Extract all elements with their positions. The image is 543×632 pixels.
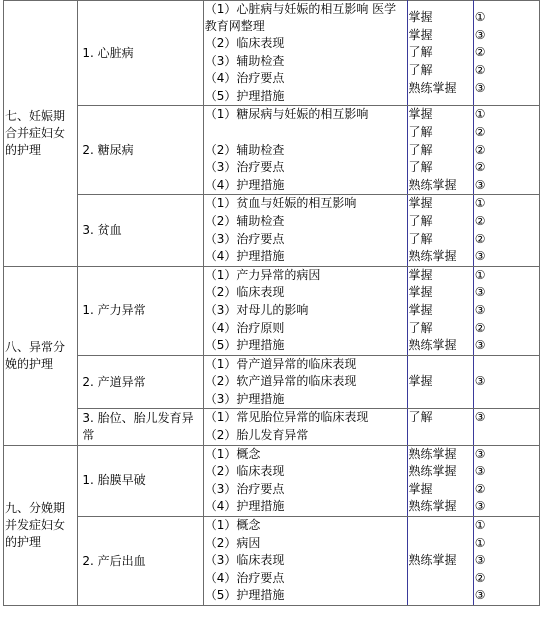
syllabus-row [4,1,540,106]
level-item: ② [474,231,486,246]
level-item: ② [474,320,486,335]
topic-cell: 3. 胎位、胎儿发育异常 [78,409,203,445]
syllabus-row [4,355,540,409]
content-item: （3）治疗要点 [204,231,285,246]
level-item: ③ [474,410,486,425]
content-item: （2）临床表现 [204,464,285,479]
level-item: ① [474,535,486,550]
content-item: （2）辅助检查 [204,213,285,228]
syllabus-table-body [4,1,540,606]
requirement-cell [407,409,473,445]
content-item: （3）护理措施 [204,391,285,406]
requirement-item: 了解 [408,124,433,139]
level-cell [473,517,539,606]
content-item: （1）骨产道异常的临床表现 [204,356,357,371]
content-item: （5）护理措施 [204,588,285,603]
level-item: ③ [474,374,486,389]
level-item: ② [474,570,486,585]
content-cell [203,355,407,409]
syllabus-row [4,445,540,516]
content-item: （4）治疗原则 [204,320,285,335]
topic-cell: 3. 贫血 [78,195,203,266]
content-item: （3）治疗要点 [204,481,285,496]
content-item: （1）概念 [204,518,261,533]
requirement-item: 熟练掌握 [408,446,457,461]
level-item: ③ [474,80,486,95]
level-item: ③ [474,588,486,603]
level-item: ③ [474,446,486,461]
requirement-item: 了解 [408,213,433,228]
requirement-item: 了解 [408,231,433,246]
requirement-item: 掌握 [408,374,433,389]
content-cell [203,195,407,266]
requirement-item: 了解 [408,142,433,157]
topic-cell: 1. 产力异常 [78,266,203,355]
content-cell [203,517,407,606]
requirement-item: 了解 [408,45,433,60]
content-item: （4）护理措施 [204,177,285,192]
content-cell [203,445,407,516]
requirement-item: 了解 [408,160,433,175]
content-item [205,124,406,142]
level-item: ① [474,267,486,282]
requirement-cell [407,195,473,266]
requirement-item: 掌握 [408,107,433,122]
requirement-item [409,535,472,553]
content-item: （4）护理措施 [204,249,285,264]
level-item: ② [474,124,486,139]
level-item: ② [474,160,486,175]
requirement-item: 掌握 [408,481,433,496]
level-cell [473,106,539,195]
requirement-item: 掌握 [408,267,433,282]
content-item: （2）辅助检查 [204,142,285,157]
topic-cell: 1. 胎膜早破 [78,445,203,516]
level-cell [473,355,539,409]
chapter-cell: 八、异常分娩的护理 [4,266,78,445]
requirement-cell [407,106,473,195]
level-item: ③ [474,464,486,479]
level-item: ② [474,45,486,60]
chapter-cell: 七、妊娠期合并症妇女的护理 [4,1,78,267]
content-item: （3）对母儿的影响 [204,302,309,317]
content-item: （2）软产道异常的临床表现 [204,374,357,389]
level-item: ③ [474,177,486,192]
syllabus-row [4,517,540,606]
level-item: ① [474,107,486,122]
requirement-cell [407,355,473,409]
requirement-cell [407,445,473,516]
level-cell [473,195,539,266]
topic-cell: 1. 心脏病 [78,1,203,106]
content-item: （4）治疗要点 [204,570,285,585]
requirement-item [409,517,472,535]
content-item: （3）治疗要点 [204,160,285,175]
content-cell [203,409,407,445]
requirement-item [409,587,472,605]
level-item: ③ [474,553,486,568]
level-item: ③ [474,338,486,353]
content-cell [203,266,407,355]
requirement-cell [407,266,473,355]
level-item [475,427,538,445]
syllabus-row [4,106,540,195]
level-item: ② [474,142,486,157]
level-item [475,356,538,374]
content-item: （4）护理措施 [204,499,285,514]
syllabus-row [4,195,540,266]
content-item: （3）辅助检查 [204,53,285,68]
level-cell [473,445,539,516]
requirement-item [409,570,472,588]
content-item: （4）治疗要点 [204,71,285,86]
level-item: ② [474,62,486,77]
requirement-item: 熟练掌握 [408,338,457,353]
requirement-cell [407,517,473,606]
topic-cell: 2. 产后出血 [78,517,203,606]
syllabus-row [4,409,540,445]
requirement-item [409,356,472,374]
requirement-cell [407,1,473,106]
content-item: （2）胎儿发育异常 [204,428,309,443]
level-item: ② [474,481,486,496]
syllabus-table [3,0,540,606]
content-cell [203,106,407,195]
level-item: ③ [474,249,486,264]
content-item: （2）临床表现 [204,285,285,300]
level-item: ① [474,518,486,533]
topic-cell: 2. 糖尿病 [78,106,203,195]
level-item [475,391,538,409]
requirement-item: 了解 [408,320,433,335]
content-item: （5）护理措施 [204,338,285,353]
requirement-item: 熟练掌握 [408,464,457,479]
level-item: ③ [474,499,486,514]
content-item: （3）临床表现 [204,553,285,568]
syllabus-row [4,266,540,355]
level-item: ② [474,213,486,228]
level-item: ① [474,10,486,25]
content-item: （2）临床表现 [204,36,285,50]
requirement-item: 熟练掌握 [408,499,457,514]
level-item: ③ [474,302,486,317]
level-item: ③ [474,285,486,300]
requirement-item: 熟练掌握 [408,177,457,192]
content-item: （2）病因 [204,535,261,550]
level-item: ① [474,196,486,211]
requirement-item: 掌握 [408,302,433,317]
content-item: （5）护理措施 [204,88,285,103]
requirement-item: 掌握 [408,285,433,300]
level-cell [473,1,539,106]
content-item: （1）常见胎位异常的临床表现 [204,410,369,425]
content-item: （1）贫血与妊娠的相互影响 [204,196,357,211]
content-item: （1）产力异常的病因 [204,267,321,282]
topic-cell: 2. 产道异常 [78,355,203,409]
content-cell [203,1,407,106]
requirement-item: 掌握 [408,196,433,211]
requirement-item: 熟练掌握 [408,553,457,568]
level-cell [473,409,539,445]
chapter-cell: 九、分娩期并发症妇女的护理 [4,445,78,605]
requirement-item: 熟练掌握 [408,249,457,264]
requirement-item: 了解 [408,62,433,77]
requirement-item: 掌握 [408,10,433,25]
content-item: （1）糖尿病与妊娠的相互影响 [204,107,369,122]
requirement-item [409,427,472,445]
content-item: （1）概念 [204,446,261,461]
content-item: （1）心脏病与妊娠的相互影响 医学教育网整理 [204,2,397,33]
requirement-item: 掌握 [408,27,433,42]
requirement-item: 熟练掌握 [408,80,457,95]
requirement-item [409,391,472,409]
level-cell [473,266,539,355]
level-item: ③ [474,27,486,42]
requirement-item: 了解 [408,410,433,425]
